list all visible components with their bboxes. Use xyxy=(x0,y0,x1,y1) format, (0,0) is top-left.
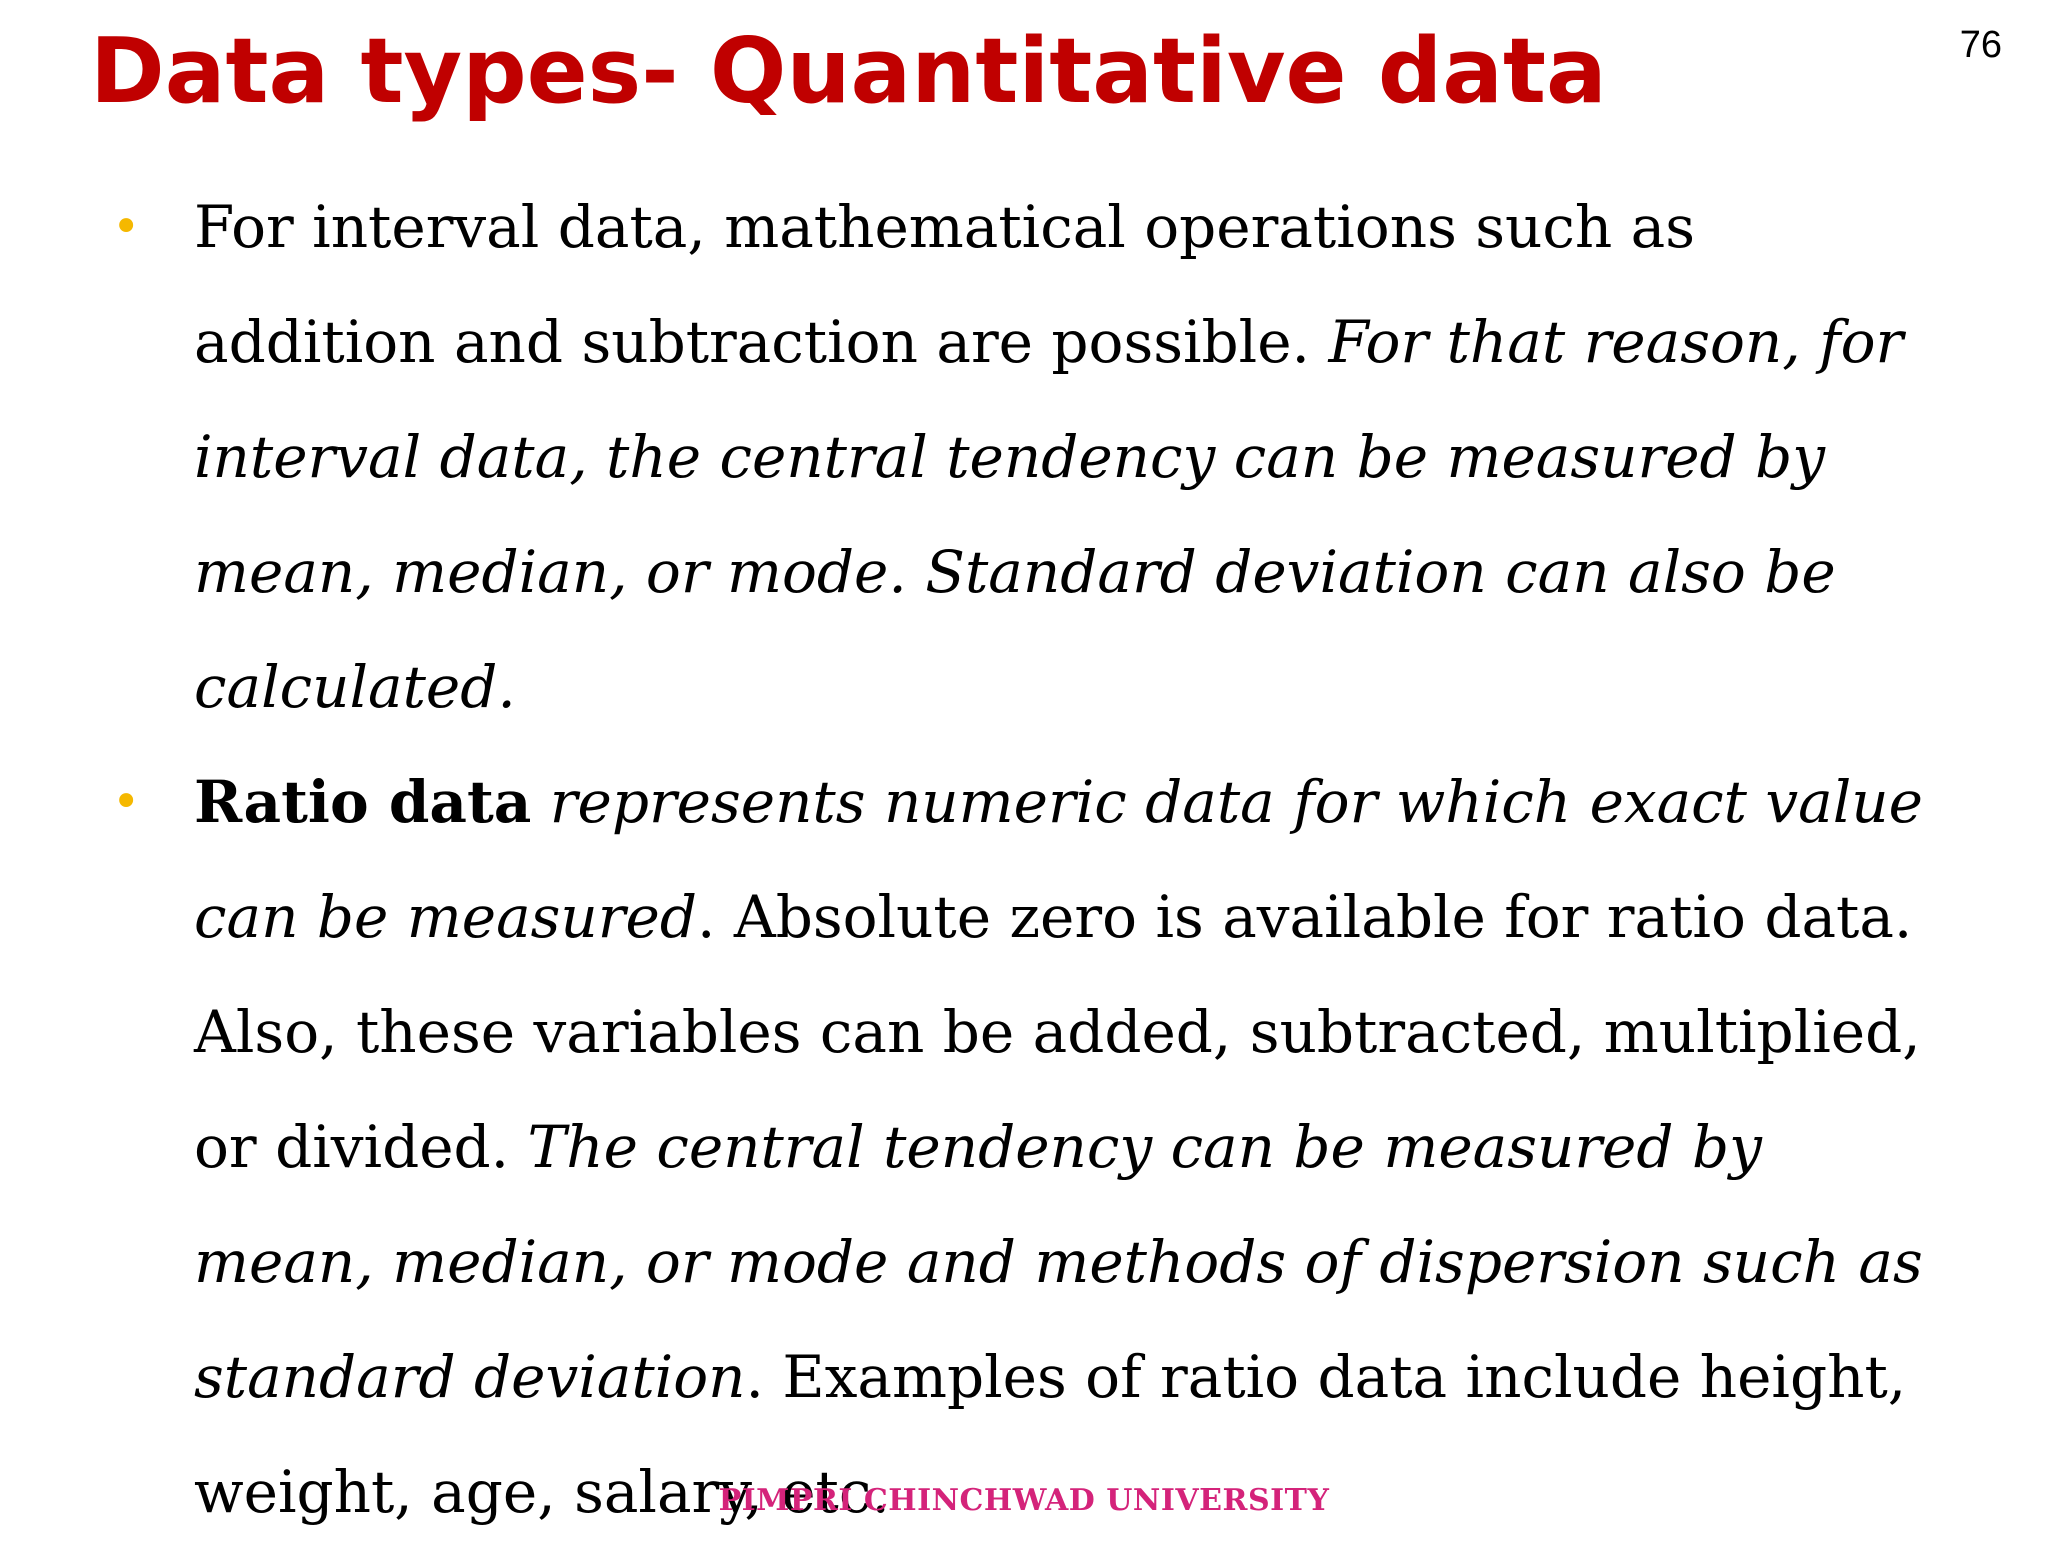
bullet-interval-data xyxy=(112,170,1942,745)
bullet-text-italic: The central tendency can be measured by mean, median, or mode and methods of dispersion such as standard deviation xyxy=(194,1113,1923,1411)
bullet-ratio-data xyxy=(112,745,1942,1550)
bullet-list xyxy=(112,170,1942,1550)
footer-university: PIMPRI CHINCHWAD UNIVERSITY xyxy=(718,1483,1330,1518)
page-number: 76 xyxy=(1959,24,2002,66)
bullet-text-italic: For that reason, for interval data, the central tendency can be measured by mean, median, or mode. Standard deviation can also be calculated. xyxy=(194,308,1904,721)
bullet-text-normal: For interval data, mathematical operations such as addition and subtraction are possible. xyxy=(194,193,1696,376)
bullet-dot-icon: • xyxy=(112,199,141,255)
bullet-text-normal: . Examples of ratio data include height, weight, age, salary, etc. xyxy=(194,1343,1907,1526)
bullet-term-bold: Ratio data xyxy=(194,768,532,836)
bullet-text-normal: . Absolute zero is available for ratio data. Also, these variables can be added, subtracted, multiplied, or divided. xyxy=(194,883,1921,1181)
slide-title: Data types- Quantitative data xyxy=(90,19,1607,124)
bullet-dot-icon: • xyxy=(112,774,141,830)
bullet-text-italic: represents numeric data for which exact value can be measured xyxy=(194,768,1923,951)
